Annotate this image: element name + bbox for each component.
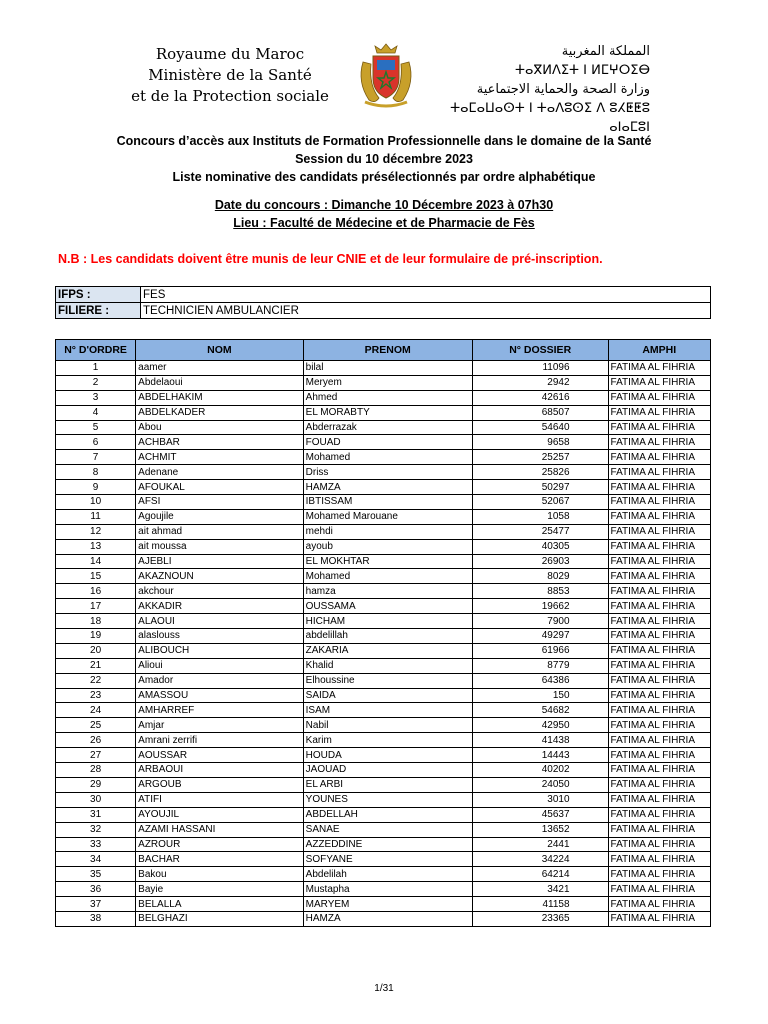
prenom-cell: ABDELLAH [303,807,472,822]
dossier-cell: 1058 [472,509,608,524]
ifps-value: FES [141,287,711,303]
dossier-cell: 14443 [472,748,608,763]
nom-cell: ATIFI [136,792,304,807]
dossier-cell: 52067 [472,495,608,510]
dossier-cell: 41438 [472,733,608,748]
prenom-cell: ISAM [303,703,472,718]
nom-cell: ARBAOUI [136,763,304,778]
dossier-cell: 150 [472,688,608,703]
prenom-cell: bilal [303,361,472,376]
ordre-cell: 28 [56,763,136,778]
header-ordre: N° D'ORDRE [56,340,136,361]
nom-cell: ALIBOUCH [136,643,304,658]
amphi-cell: FATIMA AL FIHRIA [608,465,710,480]
table-row [56,718,711,733]
dossier-cell: 24050 [472,777,608,792]
nom-cell: ABDELKADER [136,405,304,420]
ministry-arabic: وزارة الصحة والحماية الاجتماعية [476,82,650,97]
prenom-cell: HAMZA [303,480,472,495]
nom-cell: AYOUJIL [136,807,304,822]
ordre-cell: 12 [56,524,136,539]
prenom-cell: HICHAM [303,614,472,629]
ordre-cell: 3 [56,390,136,405]
ministry-tifinagh: ⵜⴰⵎⴰⵡⴰⵙⵜ ⵏ ⵜⴰⴷⵓⵙⵉ ⴷ ⵓⵃⵟⵟⵓ ⴰⵏⴰⵎⵓⵏ [450,101,650,135]
table-row [56,495,711,510]
nom-cell: Adenane [136,465,304,480]
prenom-cell: JAOUAD [303,763,472,778]
dossier-cell: 11096 [472,361,608,376]
ordre-cell: 34 [56,852,136,867]
nom-cell: AFSI [136,495,304,510]
table-row [56,852,711,867]
table-row [56,688,711,703]
dossier-cell: 68507 [472,405,608,420]
table-row [56,763,711,778]
prenom-cell: EL MOKHTAR [303,554,472,569]
ordre-cell: 32 [56,822,136,837]
prenom-cell: hamza [303,584,472,599]
amphi-cell: FATIMA AL FIHRIA [608,405,710,420]
prenom-cell: Mohamed [303,569,472,584]
prenom-cell: Khalid [303,658,472,673]
ordre-cell: 35 [56,867,136,882]
nom-cell: AKAZNOUN [136,569,304,584]
amphi-cell: FATIMA AL FIHRIA [608,569,710,584]
nom-cell: AZROUR [136,837,304,852]
nom-cell: Amjar [136,718,304,733]
table-row [56,435,711,450]
nom-cell: ABDELHAKIM [136,390,304,405]
prenom-cell: YOUNES [303,792,472,807]
ordre-cell: 36 [56,882,136,897]
table-row [56,703,711,718]
prenom-cell: FOUAD [303,435,472,450]
nom-cell: BACHAR [136,852,304,867]
prenom-cell: Ahmed [303,390,472,405]
prenom-cell: Abderrazak [303,420,472,435]
ordre-cell: 8 [56,465,136,480]
dossier-cell: 64214 [472,867,608,882]
kingdom-tifinagh: ⵜⴰⴳⵍⴷⵉⵜ ⵏ ⵍⵎⵖⵔⵉⴱ [514,63,650,78]
amphi-cell: FATIMA AL FIHRIA [608,733,710,748]
table-row [56,614,711,629]
amphi-cell: FATIMA AL FIHRIA [608,361,710,376]
amphi-cell: FATIMA AL FIHRIA [608,450,710,465]
dossier-cell: 8029 [472,569,608,584]
amphi-cell: FATIMA AL FIHRIA [608,554,710,569]
prenom-cell: SANAE [303,822,472,837]
nom-cell: ALAOUI [136,614,304,629]
amphi-cell: FATIMA AL FIHRIA [608,748,710,763]
amphi-cell: FATIMA AL FIHRIA [608,375,710,390]
nom-cell: AFOUKAL [136,480,304,495]
header-dossier: N° DOSSIER [472,340,608,361]
prenom-cell: mehdi [303,524,472,539]
nom-cell: akchour [136,584,304,599]
ordre-cell: 31 [56,807,136,822]
ordre-cell: 11 [56,509,136,524]
nom-cell: aamer [136,361,304,376]
nom-cell: Abou [136,420,304,435]
dossier-cell: 13652 [472,822,608,837]
amphi-cell: FATIMA AL FIHRIA [608,614,710,629]
ordre-cell: 38 [56,911,136,926]
nom-cell: Amrani zerrifi [136,733,304,748]
dossier-cell: 42616 [472,390,608,405]
kingdom-arabic: المملكة المغربية [561,44,650,59]
table-row [56,748,711,763]
ordre-cell: 33 [56,837,136,852]
prenom-cell: Driss [303,465,472,480]
dossier-cell: 26903 [472,554,608,569]
ministry-name-line2: et de la Protection sociale [131,87,329,105]
list-title: Liste nominative des candidats présélectionnés par ordre alphabétique [172,170,596,184]
ordre-cell: 22 [56,673,136,688]
prenom-cell: abdelillah [303,629,472,644]
header-nom: NOM [136,340,304,361]
nom-cell: ACHBAR [136,435,304,450]
amphi-cell: FATIMA AL FIHRIA [608,495,710,510]
dossier-cell: 3421 [472,882,608,897]
amphi-cell: FATIMA AL FIHRIA [608,480,710,495]
amphi-cell: FATIMA AL FIHRIA [608,882,710,897]
table-row [56,584,711,599]
filiere-value: TECHNICIEN AMBULANCIER [141,303,711,319]
amphi-cell: FATIMA AL FIHRIA [608,643,710,658]
amphi-cell: FATIMA AL FIHRIA [608,897,710,912]
prenom-cell: HAMZA [303,911,472,926]
table-row [56,539,711,554]
ordre-cell: 6 [56,435,136,450]
table-row [56,450,711,465]
nom-cell: alaslouss [136,629,304,644]
table-row [56,807,711,822]
ordre-cell: 2 [56,375,136,390]
dossier-cell: 40305 [472,539,608,554]
nom-cell: ARGOUB [136,777,304,792]
ordre-cell: 21 [56,658,136,673]
table-row [56,599,711,614]
prenom-cell: ZAKARIA [303,643,472,658]
prenom-cell: Elhoussine [303,673,472,688]
table-row [56,480,711,495]
table-row [56,524,711,539]
nom-cell: Alioui [136,658,304,673]
ordre-cell: 30 [56,792,136,807]
document-titles [0,132,768,232]
ordre-cell: 27 [56,748,136,763]
amphi-cell: FATIMA AL FIHRIA [608,807,710,822]
table-row [56,554,711,569]
table-body [56,361,711,927]
amphi-cell: FATIMA AL FIHRIA [608,435,710,450]
table-row [56,673,711,688]
prenom-cell: Meryem [303,375,472,390]
amphi-cell: FATIMA AL FIHRIA [608,599,710,614]
amphi-cell: FATIMA AL FIHRIA [608,777,710,792]
nom-cell: BELGHAZI [136,911,304,926]
page-number: 1/31 [374,983,394,994]
prenom-cell: Mohamed [303,450,472,465]
table-row [56,658,711,673]
notice: N.B : Les candidats doivent être munis de leur CNIE et de leur formulaire de pré-inscription. [58,252,603,266]
dossier-cell: 54640 [472,420,608,435]
ordre-cell: 10 [56,495,136,510]
ifps-label: IFPS : [56,287,141,303]
ordre-cell: 24 [56,703,136,718]
prenom-cell: Mohamed Marouane [303,509,472,524]
dossier-cell: 2942 [472,375,608,390]
amphi-cell: FATIMA AL FIHRIA [608,539,710,554]
nom-cell: AJEBLI [136,554,304,569]
dossier-cell: 40202 [472,763,608,778]
prenom-cell: OUSSAMA [303,599,472,614]
filiere-row [56,303,711,319]
ministry-name-line1: Ministère de la Santé [148,66,312,84]
table-row [56,390,711,405]
table-row [56,375,711,390]
ordre-cell: 23 [56,688,136,703]
nom-cell: Bakou [136,867,304,882]
ordre-cell: 16 [56,584,136,599]
ordre-cell: 29 [56,777,136,792]
amphi-cell: FATIMA AL FIHRIA [608,390,710,405]
header-french [130,44,330,107]
amphi-cell: FATIMA AL FIHRIA [608,420,710,435]
table-row [56,777,711,792]
nom-cell: ait moussa [136,539,304,554]
table-row [56,733,711,748]
prenom-cell: SAIDA [303,688,472,703]
ordre-cell: 9 [56,480,136,495]
dossier-cell: 8779 [472,658,608,673]
contest-title: Concours d’accès aux Instituts de Formation Professionnelle dans le domaine de la Santé [116,134,652,148]
ordre-cell: 5 [56,420,136,435]
amphi-cell: FATIMA AL FIHRIA [608,837,710,852]
amphi-cell: FATIMA AL FIHRIA [608,763,710,778]
header-prenom: PRENOM [303,340,472,361]
prenom-cell: AZZEDDINE [303,837,472,852]
amphi-cell: FATIMA AL FIHRIA [608,584,710,599]
nom-cell: BELALLA [136,897,304,912]
ordre-cell: 4 [56,405,136,420]
dossier-cell: 45637 [472,807,608,822]
prenom-cell: IBTISSAM [303,495,472,510]
table-row [56,882,711,897]
ordre-cell: 13 [56,539,136,554]
ordre-cell: 37 [56,897,136,912]
nom-cell: ACHMIT [136,450,304,465]
ordre-cell: 26 [56,733,136,748]
dossier-cell: 9658 [472,435,608,450]
table-row [56,569,711,584]
coat-of-arms-icon [355,42,417,108]
table-row [56,822,711,837]
dossier-cell: 25477 [472,524,608,539]
filiere-label: FILIERE : [56,303,141,319]
contest-date: Date du concours : Dimanche 10 Décembre 2023 à 07h30 [214,198,554,212]
dossier-cell: 7900 [472,614,608,629]
country-name: Royaume du Maroc [155,45,305,63]
candidates-table [55,339,711,927]
table-row [56,361,711,376]
ordre-cell: 14 [56,554,136,569]
ordre-cell: 15 [56,569,136,584]
prenom-cell: Nabil [303,718,472,733]
nom-cell: ait ahmad [136,524,304,539]
prenom-cell: EL ARBI [303,777,472,792]
nom-cell: AKKADIR [136,599,304,614]
prenom-cell: Mustapha [303,882,472,897]
amphi-cell: FATIMA AL FIHRIA [608,867,710,882]
amphi-cell: FATIMA AL FIHRIA [608,703,710,718]
amphi-cell: FATIMA AL FIHRIA [608,658,710,673]
ordre-cell: 17 [56,599,136,614]
ordre-cell: 20 [56,643,136,658]
dossier-cell: 25826 [472,465,608,480]
ordre-cell: 7 [56,450,136,465]
nom-cell: AOUSSAR [136,748,304,763]
amphi-cell: FATIMA AL FIHRIA [608,509,710,524]
amphi-cell: FATIMA AL FIHRIA [608,911,710,926]
dossier-cell: 8853 [472,584,608,599]
amphi-cell: FATIMA AL FIHRIA [608,688,710,703]
amphi-cell: FATIMA AL FIHRIA [608,718,710,733]
nom-cell: AMHARREF [136,703,304,718]
header-amphi: AMPHI [608,340,710,361]
dossier-cell: 2441 [472,837,608,852]
dossier-cell: 25257 [472,450,608,465]
header-arabic [440,42,650,137]
table-row [56,509,711,524]
ordre-cell: 18 [56,614,136,629]
prenom-cell: Karim [303,733,472,748]
table-row [56,405,711,420]
table-row [56,420,711,435]
table-row [56,897,711,912]
table-row [56,465,711,480]
table-row [56,837,711,852]
dossier-cell: 42950 [472,718,608,733]
table-row [56,629,711,644]
table-row [56,867,711,882]
ifps-row [56,287,711,303]
prenom-cell: HOUDA [303,748,472,763]
ordre-cell: 19 [56,629,136,644]
dossier-cell: 49297 [472,629,608,644]
table-row [56,911,711,926]
nom-cell: Agoujile [136,509,304,524]
info-table [55,286,711,319]
ordre-cell: 1 [56,361,136,376]
nom-cell: Abdelaoui [136,375,304,390]
nom-cell: AMASSOU [136,688,304,703]
dossier-cell: 34224 [472,852,608,867]
dossier-cell: 54682 [472,703,608,718]
prenom-cell: EL MORABTY [303,405,472,420]
amphi-cell: FATIMA AL FIHRIA [608,524,710,539]
dossier-cell: 41158 [472,897,608,912]
table-row [56,792,711,807]
nom-cell: AZAMI HASSANI [136,822,304,837]
table-row [56,643,711,658]
session-title: Session du 10 décembre 2023 [295,152,473,166]
dossier-cell: 61966 [472,643,608,658]
dossier-cell: 50297 [472,480,608,495]
nom-cell: Amador [136,673,304,688]
dossier-cell: 3010 [472,792,608,807]
prenom-cell: MARYEM [303,897,472,912]
prenom-cell: SOFYANE [303,852,472,867]
amphi-cell: FATIMA AL FIHRIA [608,822,710,837]
prenom-cell: ayoub [303,539,472,554]
table-header-row [56,340,711,361]
dossier-cell: 64386 [472,673,608,688]
ordre-cell: 25 [56,718,136,733]
contest-location: Lieu : Faculté de Médecine et de Pharmacie de Fès [233,216,535,230]
amphi-cell: FATIMA AL FIHRIA [608,852,710,867]
nom-cell: Bayie [136,882,304,897]
dossier-cell: 23365 [472,911,608,926]
prenom-cell: Abdelilah [303,867,472,882]
amphi-cell: FATIMA AL FIHRIA [608,792,710,807]
amphi-cell: FATIMA AL FIHRIA [608,673,710,688]
amphi-cell: FATIMA AL FIHRIA [608,629,710,644]
dossier-cell: 19662 [472,599,608,614]
